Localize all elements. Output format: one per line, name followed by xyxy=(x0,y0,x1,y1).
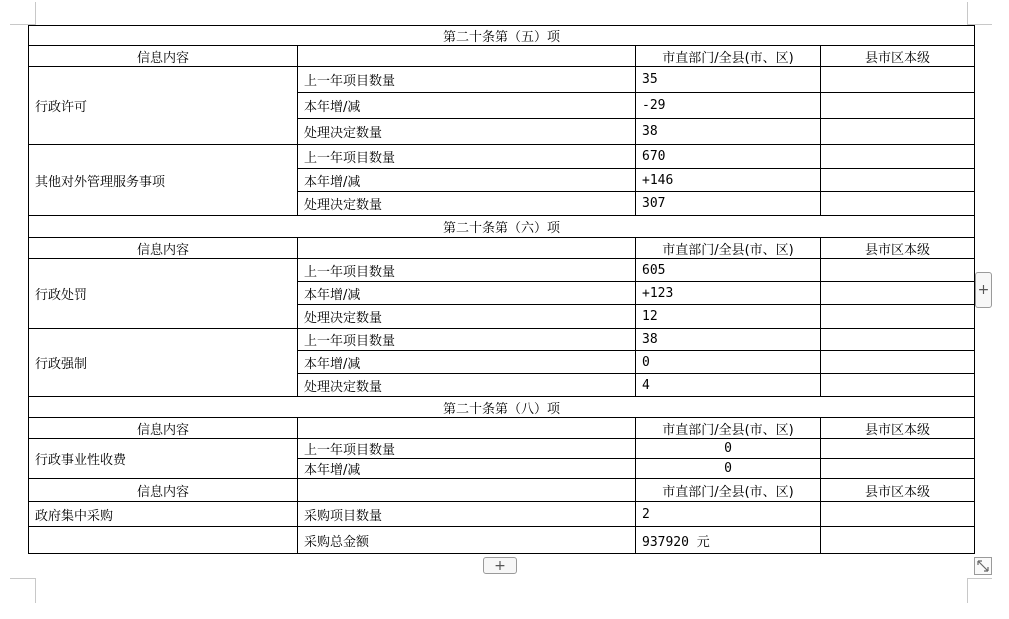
resize-arrows-icon xyxy=(975,558,991,574)
header-county-level: 县市区本级 xyxy=(821,238,975,259)
table-row xyxy=(29,259,975,282)
row-value: 0 xyxy=(636,459,821,479)
row-label: 处理决定数量 xyxy=(298,374,636,397)
table-row xyxy=(29,67,975,93)
row-label: 上一年项目数量 xyxy=(298,259,636,282)
header-blank xyxy=(298,418,636,439)
row-label: 处理决定数量 xyxy=(298,192,636,216)
column-header-row xyxy=(29,479,975,502)
row-county-value xyxy=(821,169,975,192)
row-county-value xyxy=(821,351,975,374)
row-value: 605 xyxy=(636,259,821,282)
add-row-button[interactable]: + xyxy=(483,557,517,574)
statistics-table xyxy=(28,25,975,554)
header-info: 信息内容 xyxy=(29,479,298,502)
row-county-value xyxy=(821,459,975,479)
table-row xyxy=(29,439,975,459)
row-county-value xyxy=(821,145,975,169)
row-value: 0 xyxy=(636,439,821,459)
row-label: 上一年项目数量 xyxy=(298,145,636,169)
section-title: 第二十条第（六）项 xyxy=(29,216,975,238)
row-value: 307 xyxy=(636,192,821,216)
table-row xyxy=(29,329,975,351)
row-value: 35 xyxy=(636,67,821,93)
row-value: 12 xyxy=(636,305,821,329)
column-header-row xyxy=(29,238,975,259)
header-county-level: 县市区本级 xyxy=(821,418,975,439)
row-county-value xyxy=(821,259,975,282)
group-name: 政府集中采购 xyxy=(29,502,298,527)
group-name: 行政许可 xyxy=(29,67,298,145)
row-county-value xyxy=(821,93,975,119)
header-blank xyxy=(298,46,636,67)
header-county-level: 县市区本级 xyxy=(821,479,975,502)
add-column-button[interactable]: + xyxy=(975,272,992,308)
header-blank xyxy=(298,479,636,502)
row-county-value xyxy=(821,329,975,351)
group-name: 行政强制 xyxy=(29,329,298,397)
table-resize-handle[interactable] xyxy=(974,557,992,575)
row-label: 上一年项目数量 xyxy=(298,329,636,351)
header-city-dept: 市直部门/全县(市、区) xyxy=(636,479,821,502)
page-corner-mark-bottom-right xyxy=(967,578,992,603)
page-corner-mark-top-right xyxy=(967,2,992,25)
row-county-value xyxy=(821,67,975,93)
row-value: +146 xyxy=(636,169,821,192)
header-city-dept: 市直部门/全县(市、区) xyxy=(636,418,821,439)
group-name: 行政处罚 xyxy=(29,259,298,329)
section-title: 第二十条第（五）项 xyxy=(29,26,975,46)
section-title-row xyxy=(29,216,975,238)
table-row xyxy=(29,502,975,527)
row-value: 0 xyxy=(636,351,821,374)
row-value: +123 xyxy=(636,282,821,305)
group-name: 行政事业性收费 xyxy=(29,439,298,479)
header-city-dept: 市直部门/全县(市、区) xyxy=(636,238,821,259)
row-label: 采购总金额 xyxy=(298,527,636,554)
header-county-level: 县市区本级 xyxy=(821,46,975,67)
row-county-value xyxy=(821,439,975,459)
row-label: 本年增/减 xyxy=(298,169,636,192)
row-value: 2 xyxy=(636,502,821,527)
group-name: 其他对外管理服务事项 xyxy=(29,145,298,216)
row-county-value xyxy=(821,192,975,216)
row-county-value xyxy=(821,305,975,329)
row-label: 本年增/减 xyxy=(298,93,636,119)
row-county-value xyxy=(821,527,975,554)
row-county-value xyxy=(821,374,975,397)
header-blank xyxy=(298,238,636,259)
row-value: 38 xyxy=(636,119,821,145)
column-header-row xyxy=(29,418,975,439)
header-city-dept: 市直部门/全县(市、区) xyxy=(636,46,821,67)
row-county-value xyxy=(821,119,975,145)
row-label: 处理决定数量 xyxy=(298,305,636,329)
table-row xyxy=(29,527,975,554)
row-label: 本年增/减 xyxy=(298,282,636,305)
row-label: 处理决定数量 xyxy=(298,119,636,145)
row-label: 上一年项目数量 xyxy=(298,67,636,93)
column-header-row xyxy=(29,46,975,67)
page-corner-mark-top-left xyxy=(10,2,36,25)
row-value: 38 xyxy=(636,329,821,351)
section-title-row xyxy=(29,26,975,46)
row-value: 4 xyxy=(636,374,821,397)
header-info: 信息内容 xyxy=(29,46,298,67)
page-corner-mark-bottom-left xyxy=(10,578,36,603)
row-label: 本年增/减 xyxy=(298,459,636,479)
row-label: 本年增/减 xyxy=(298,351,636,374)
section-title-row xyxy=(29,397,975,418)
row-county-value xyxy=(821,502,975,527)
row-value: -29 xyxy=(636,93,821,119)
row-label: 上一年项目数量 xyxy=(298,439,636,459)
row-value: 937920 元 xyxy=(636,527,821,554)
header-info: 信息内容 xyxy=(29,238,298,259)
table-row xyxy=(29,145,975,169)
section-title: 第二十条第（八）项 xyxy=(29,397,975,418)
row-value: 670 xyxy=(636,145,821,169)
header-info: 信息内容 xyxy=(29,418,298,439)
row-label: 采购项目数量 xyxy=(298,502,636,527)
row-county-value xyxy=(821,282,975,305)
group-name xyxy=(29,527,298,554)
